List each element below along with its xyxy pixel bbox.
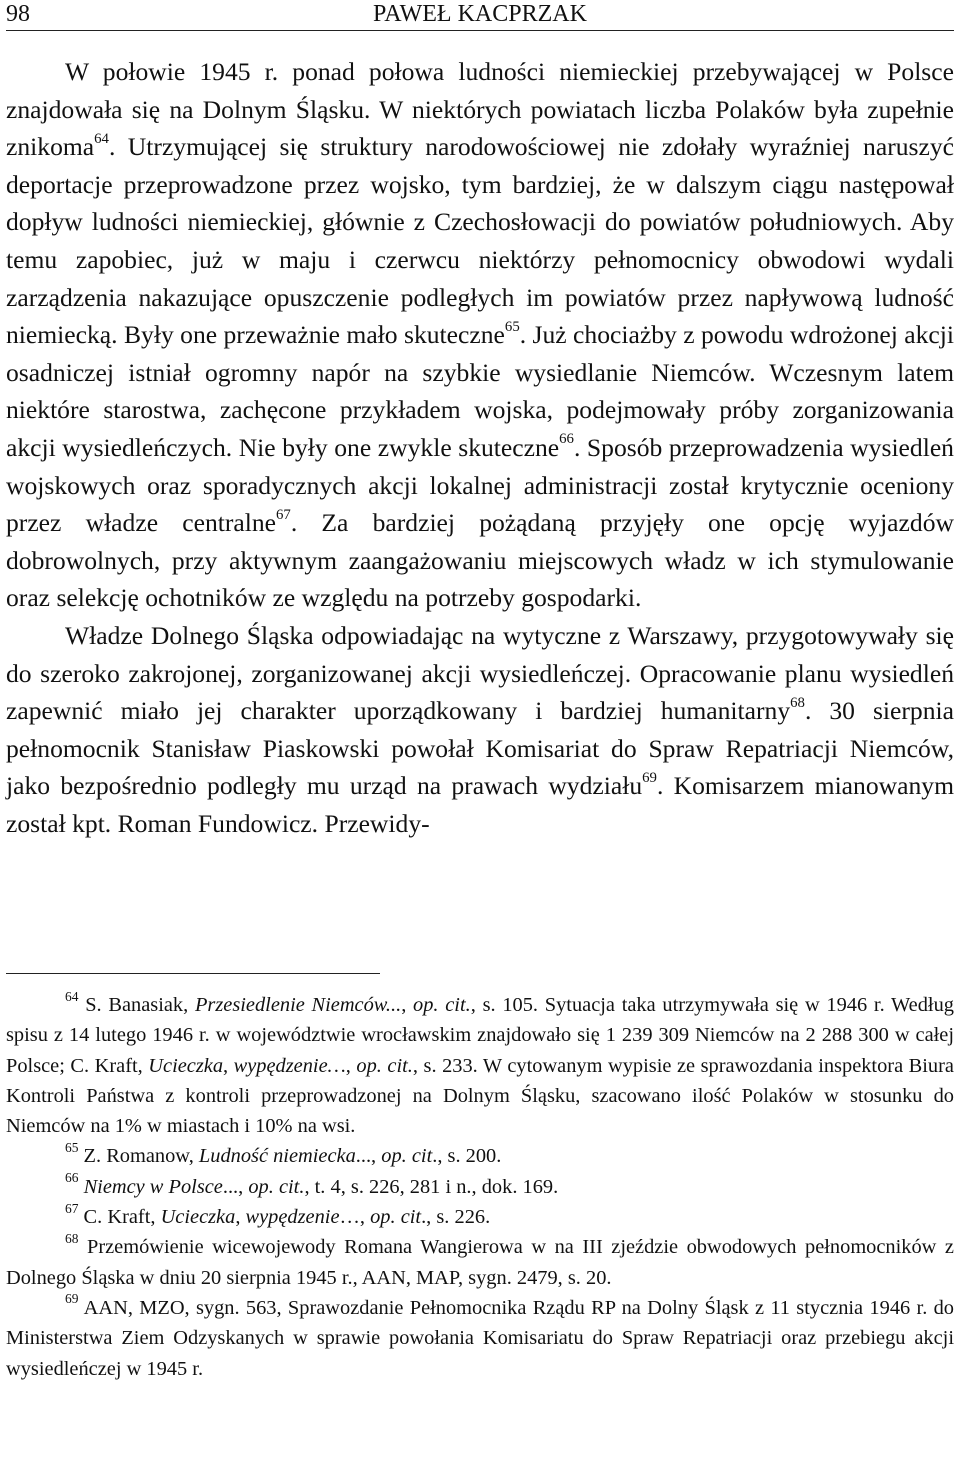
text-run: ..., — [355, 1145, 382, 1168]
footnote-number: 65 — [65, 1140, 79, 1155]
footnote-ref-68[interactable]: 68 — [790, 694, 805, 711]
footnote-67 — [6, 1202, 954, 1232]
italic-citation: op. cit — [370, 1206, 422, 1229]
text-run: Przemówienie wicewojewody Romana Wangierowa w na III zjeździe obwodowych pełnomocników z Dolnego Śląska w dniu 20 sierpnia 1945 r., AAN, MAP, sygn. 2479, s. 20. — [6, 1236, 954, 1289]
text-run: . 30 sierpnia pełnomocnik Stanisław Piaskowski powołał Komisariat do Spraw Repatriacji Niemców, jako bezpośrednio podległy mu urząd na prawach wydziału — [6, 696, 954, 801]
text-run: , t. 4, s. 226, 281 i n., dok. 169. — [304, 1175, 559, 1198]
text-run: ..., — [222, 1175, 249, 1198]
page-number: 98 — [6, 1, 30, 27]
text-run: , — [345, 1054, 357, 1077]
text-run: . Utrzymującej się struktury narodowościowej nie zdołały wyraźniej naruszyć deportacje przeprowadzone przez wojsko, tym bardziej, że w dalszym ciągu następował dopływ ludności niemieckiej, głównie z Czechosłowacji do powiatów południowych. Aby temu zapobiec, już w maju i czerwcu niektórzy pełnomocnicy obwodowi wydali zarządzenia nakazujące opuszczenie podległych im powiatów przez napływową ludność niemiecką. Były one przeważnie mało skuteczne — [6, 132, 954, 350]
paragraph-2 — [6, 617, 954, 843]
text-run: …, — [339, 1206, 371, 1229]
text-run: ., s. 200. — [432, 1145, 502, 1168]
footnote-ref-69[interactable]: 69 — [642, 769, 657, 786]
text-run: C. Kraft, — [78, 1206, 161, 1229]
italic-title: Ucieczka — [148, 1054, 224, 1077]
text-run: , — [401, 994, 414, 1016]
italic-title: Ludność niemiecka — [198, 1145, 356, 1168]
running-header — [6, 0, 954, 31]
italic-title: Niemcy w Polsce — [83, 1175, 223, 1198]
footnote-ref-65[interactable]: 65 — [504, 318, 520, 335]
footnote-ref-67[interactable]: 67 — [276, 506, 291, 523]
italic-title: Przesiedlenie Niemców... — [194, 994, 402, 1016]
italic-citation: op. cit — [381, 1145, 433, 1168]
text-run: S. Banasiak, — [78, 994, 195, 1016]
footnote-66 — [6, 1172, 954, 1202]
text-run: . Sposób przeprowadzenia wysiedleń wojskowych oraz sporadycznych akcji lokalnej administracji został krytycznie oceniony przez władze centralne — [6, 432, 954, 538]
italic-citation: op. cit. — [356, 1054, 413, 1077]
italic-title: Ucieczka — [160, 1206, 236, 1229]
footnote-65 — [6, 1141, 954, 1171]
text-run: ., s. 226. — [421, 1206, 491, 1229]
footnote-number: 64 — [65, 988, 79, 1004]
footnotes — [6, 990, 954, 1384]
text-run: W połowie 1945 r. ponad połowa ludności niemieckiej przebywającej w Polsce znajdowała się na Dolnym Śląsku. W niektórych powiatach liczba Polaków była zupełnie znikoma — [6, 57, 954, 162]
italic-citation: op. cit. — [248, 1175, 305, 1198]
italic-title: wypędzenie… — [233, 1054, 346, 1077]
footnote-ref-66[interactable]: 66 — [559, 431, 574, 448]
paragraph-1 — [6, 53, 954, 617]
main-text — [6, 53, 954, 842]
text-run: Władze Dolnego Śląska odpowiadając na wytyczne z Warszawy, przygotowywały się do szeroko zakrojonej, zorganizowanej akcji wysiedleńczej. Opracowanie planu wysiedleń zapewnić miało jej charakter uporządkowany i bardziej humanitarny — [6, 620, 954, 726]
text-run: , s. 105. Sytuacja taka utrzymywała się w 1946 r. Według spisu z 14 lutego 1946 r. w województwie wrocławskim znajdowało się 1 239 309 Niemców na 2 288 300 w całej Polsce; C. Kraft, — [6, 994, 954, 1077]
text-run: , — [223, 1054, 234, 1077]
footnote-number: 69 — [65, 1291, 79, 1307]
running-head: PAWEŁ KACPRZAK — [373, 1, 587, 27]
footnote-64 — [6, 990, 954, 1141]
text-run: AAN, MZO, sygn. 563, Sprawozdanie Pełnomocnika Rządu RP na Dolny Śląsk z 11 stycznia 1946 r. do Ministerstwa Ziem Odzyskanych w sprawie powołania Komisariatu do Spraw Repatriacji oraz przebiegu akcji wysiedleńczej w 1945 r. — [6, 1296, 954, 1380]
text-run: , s. 233. W cytowanym wypisie ze sprawozdania inspektora Biura Kontroli Państwa z kontroli przeprowadzonej na Dolnym Śląsku, szacowano ilość Polaków w stosunku do Niemców na 1% w miastach i 10% na wsi. — [6, 1054, 954, 1138]
footnote-separator — [6, 973, 380, 974]
italic-title: wypędzenie — [245, 1206, 340, 1229]
text-run: . Komisarzem mianowanym został kpt. Roman Fundowicz. Przewidy- — [6, 771, 954, 838]
footnote-68 — [6, 1232, 954, 1293]
text-run: . Za bardziej pożądaną przyjęły one opcję wyjazdów dobrowolnych, przy aktywnym zaangażowaniu miejscowych władz w ich stymulowanie oraz selekcję ochotników ze względu na potrzeby gospodarki. — [6, 508, 954, 613]
text-run: . Już chociażby z powodu wdrożonej akcji osadniczej istniał ogromny napór na szybkie wysiedlanie Niemców. Wczesnym latem niektóre starostwa, zachęcone przykładem wojska, podejmowały próby zorganizowania akcji wysiedleńczych. Nie były one zwykle skuteczne — [6, 320, 954, 462]
italic-citation: op. cit. — [413, 994, 471, 1016]
text-run: Z. Romanow, — [78, 1145, 199, 1168]
footnote-number: 66 — [65, 1170, 79, 1186]
footnote-ref-64[interactable]: 64 — [94, 130, 109, 147]
footnote-number: 68 — [65, 1230, 79, 1246]
text-run: , — [235, 1206, 246, 1229]
footnote-number: 67 — [65, 1200, 79, 1216]
footnote-69 — [6, 1293, 954, 1384]
